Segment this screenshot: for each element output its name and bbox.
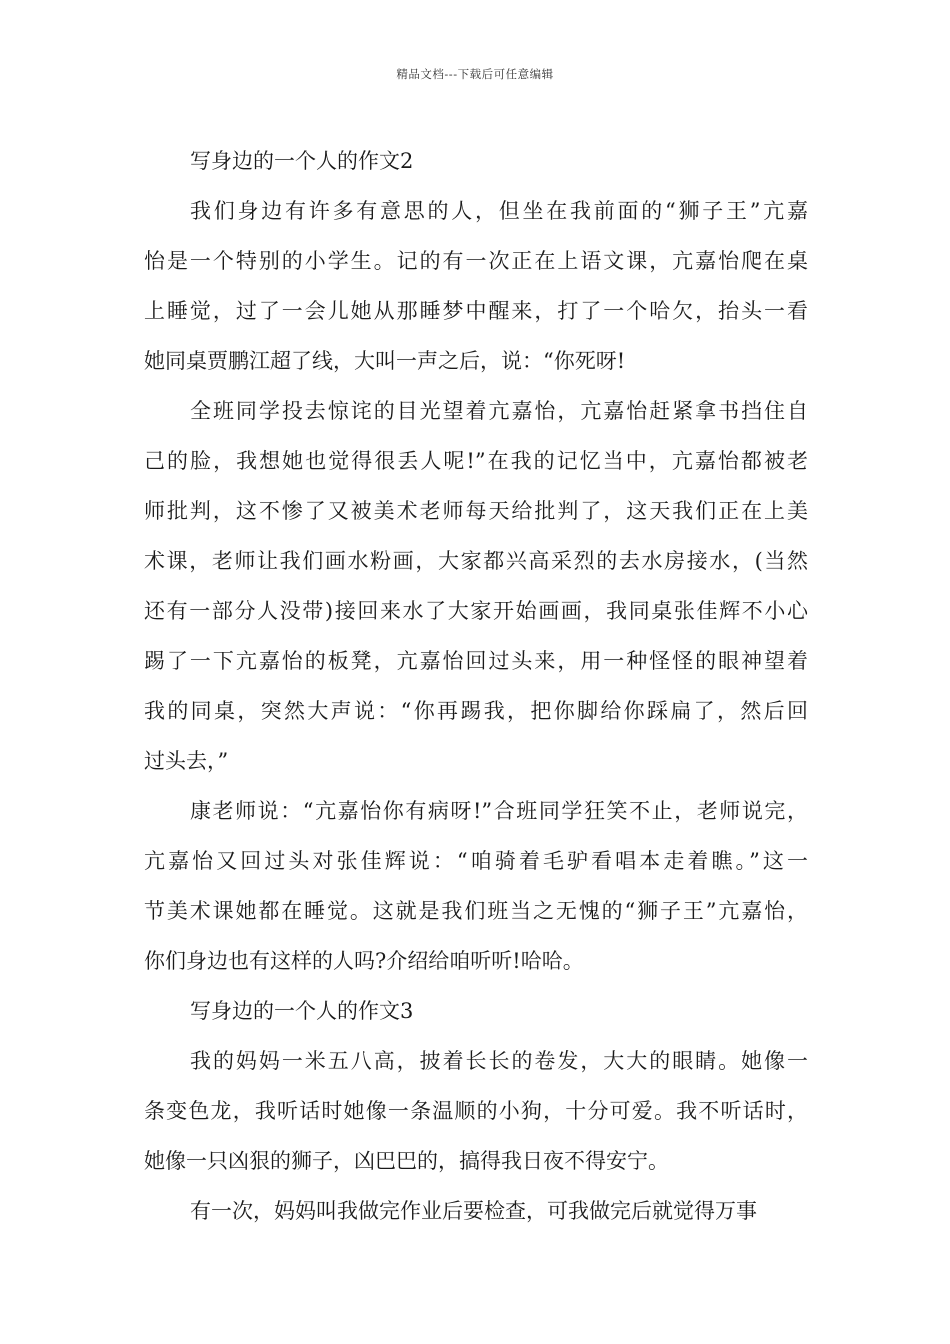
paragraph-line: 怡是一个特别的小学生。记的有一次正在上语文课，亢嘉怡爬在桌: [144, 249, 808, 273]
paragraph-line: 亢嘉怡又回过头对张佳辉说：“咱骑着毛驴看唱本走着瞧。”这一: [144, 849, 808, 873]
paragraph-line: 我的同桌，突然大声说：“你再踢我，把你脚给你踩扁了，然后回: [144, 699, 808, 723]
document-body: [144, 136, 808, 1236]
paragraph-line: 条变色龙，我听话时她像一条温顺的小狗，十分可爱。我不听话时，: [144, 1099, 808, 1123]
paragraph: [144, 186, 808, 386]
paragraph-line: 己的脸，我想她也觉得很丢人呢!”在我的记忆当中，亢嘉怡都被老: [144, 449, 808, 473]
essay-heading: 写身边的一个人的作文2: [190, 149, 414, 173]
paragraph: [144, 786, 808, 986]
essay-heading: 写身边的一个人的作文3: [190, 999, 414, 1023]
paragraph-line: 节美术课她都在睡觉。这就是我们班当之无愧的“狮子王”亢嘉怡，: [144, 899, 808, 923]
paragraph-line: 你们身边也有这样的人吗?介绍给咱听听!哈哈。: [144, 949, 584, 973]
paragraph-line: 全班同学投去惊诧的目光望着亢嘉怡，亢嘉怡赶紧拿书挡住自: [190, 399, 808, 423]
paragraph-line: 我的妈妈一米五八高，披着长长的卷发，大大的眼睛。她像一: [190, 1049, 808, 1073]
paragraph-line: 踢了一下亢嘉怡的板凳，亢嘉怡回过头来，用一种怪怪的眼神望着: [144, 649, 808, 673]
paragraph-line: 康老师说：“亢嘉怡你有病呀!”合班同学狂笑不止，老师说完，: [190, 799, 808, 823]
page-header: 精品文档---下载后可任意编辑: [396, 67, 554, 81]
paragraph-line: 她同桌贾鹏江超了线，大叫一声之后，说：“你死呀!: [144, 349, 626, 373]
paragraph-line: 有一次，妈妈叫我做完作业后要检查，可我做完后就觉得万事: [190, 1199, 757, 1223]
paragraph-line: 过头去，”: [144, 749, 229, 773]
paragraph-line: 还有一部分人没带)接回来水了大家开始画画，我同桌张佳辉不小心: [144, 599, 808, 623]
paragraph-line: 上睡觉，过了一会儿她从那睡梦中醒来，打了一个哈欠，抬头一看: [144, 299, 808, 323]
paragraph-line: 术课，老师让我们画水粉画，大家都兴高采烈的去水房接水，(当然: [144, 549, 808, 573]
paragraph-line: 我们身边有许多有意思的人，但坐在我前面的“狮子王”亢嘉: [190, 199, 808, 223]
paragraph: [144, 386, 808, 786]
paragraph: [144, 1036, 808, 1186]
paragraph-line: 师批判，这不惨了又被美术老师每天给批判了，这天我们正在上美: [144, 499, 808, 523]
paragraph-line: 她像一只凶狠的狮子，凶巴巴的，搞得我日夜不得安宁。: [144, 1149, 669, 1173]
paragraph: [144, 1186, 808, 1236]
